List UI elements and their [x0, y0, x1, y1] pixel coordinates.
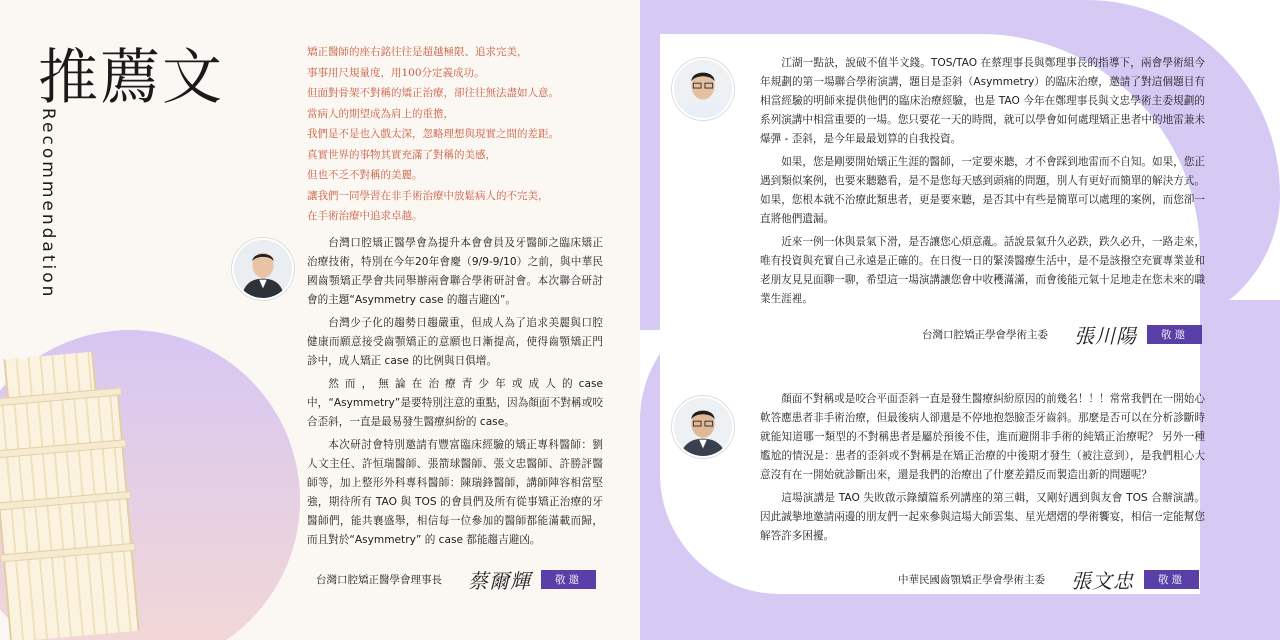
right-article-2	[760, 390, 1205, 550]
poem	[307, 42, 617, 227]
poem-line: 但面對骨架不對稱的矯正治療，卻往往無法盡如人意。	[307, 87, 559, 99]
page-title: 推薦文	[38, 43, 224, 113]
poem-line: 但也不乏不對稱的美麗。	[307, 169, 423, 181]
poem-line: 在手術治療中追求卓越。	[307, 210, 423, 222]
portrait-icon	[674, 60, 732, 118]
left-signature	[316, 565, 596, 594]
signature-name: 張川陽	[1074, 324, 1137, 348]
right-article-1	[760, 54, 1205, 313]
paragraph: 近來一例一休與景氣下滑，是否讓您心煩意亂。話說景氣升久必跌，跌久必升，一路走來，唯有投資與充實自己永遠是正確的。在日復一日的緊湊醫療生活中，是不是該撥空充實專業並和老朋友見見面聊一聊，希望這一場演講讓您會中收穫滿滿，而會後能元氣十足地走在您未來的職業生涯裡。	[760, 236, 1205, 305]
poem-line: 真實世界的事物其實充滿了對稱的美感，	[307, 148, 496, 161]
signature-badge: 敬邀	[1144, 570, 1199, 589]
poem-line: 讓我們一同學習在非手術治療中放鬆病人的不完美，	[307, 189, 549, 202]
signature-title: 中華民國齒顎矯正學會學術主委	[898, 574, 1045, 586]
author-photo	[672, 396, 734, 458]
poem-line: 當病人的期望成為肩上的重擔，	[307, 107, 454, 120]
paragraph: 如果，您是剛要開始矯正生涯的醫師，一定要來聽，才不會踩到地雷而不自知。如果，您正遇到類似案例，也要來聽聽看，是不是您每天感到頭痛的問題，別人有更好而簡單的解決方式。如果，您根本就不治療此類患者，更是要來聽，是否其中有些是簡單可以處理的案例，而您卻一直將他們遺漏。	[760, 156, 1205, 225]
portrait-icon	[674, 398, 732, 456]
signature-name: 張文忠	[1071, 569, 1134, 593]
paragraph: 江湖一點訣，說破不值半文錢。TOS/TAO 在蔡理事長與鄭理事長的指導下，兩會學術組今年規劃的第一場聯合學術演講，題目是歪斜（Asymmetry）的臨床治療，邀請了對這個題目有相當經驗的明師來提供他們的臨床治療經驗，也是 TAO 今年在鄭理事長與文忠學術主委規劃的系列演講中相當重要的一場。您只要花一天的時間，就可以學會如何處理矯正患者中的地雷兼未爆彈 - 歪斜，是今年最最划算的自我投資。	[760, 57, 1205, 145]
author-photo	[232, 238, 294, 300]
poem-line: 我們是不是也入戲太深，忽略理想與現實之間的差距。	[307, 128, 559, 140]
author-photo	[672, 58, 734, 120]
paragraph: 顏面不對稱或是咬合平面歪斜一直是發生醫療糾紛原因的前幾名！！！常常我們在一開始心軟答應患者非手術治療，但最後病人卻還是不停地抱怨臉歪牙齒斜。那麼是否可以在分析診斷時就能知道哪一類型的不對稱患者是屬於預後不佳，進而避開非手術的純矯正治療呢？ 另外一種尷尬的情況是：患者的歪斜或不對稱是在矯正治療的中後期才發生（被注意到），是我們粗心大意沒有在一開始就診斷出來，還是我們的治療出了什麼差錯反而製造出新的問題呢？	[760, 393, 1205, 481]
portrait-icon	[234, 240, 292, 298]
left-article	[307, 234, 603, 554]
paragraph: 然而，無論在治療青少年或成人的case中，“Asymmetry”是要特別注意的重點，因為顏面不對稱或咬合歪斜，一直是最易發生醫療糾紛的 case。	[307, 378, 603, 428]
signature-badge: 敬邀	[1147, 325, 1202, 344]
right-signature-2	[898, 565, 1199, 594]
signature-name: 蔡爾輝	[468, 569, 531, 593]
signature-title: 台灣口腔矯正醫學會理事長	[316, 574, 442, 586]
right-signature-1	[922, 320, 1202, 349]
signature-badge: 敬邀	[541, 570, 596, 589]
paragraph: 這場演講是 TAO 失敗啟示錄續篇系列講座的第三輯，又剛好遇到與友會 TOS 合辦演講。因此誠摯地邀請兩邊的朋友們一起來參與這場大師雲集、星光熠熠的學術饗宴，相信一定能幫您解答許多困擾。	[760, 492, 1205, 542]
poem-line: 事事用尺規量度，用100分定義成功。	[307, 66, 485, 79]
right-page	[640, 0, 1280, 640]
paragraph: 台灣口腔矯正醫學會為提升本會會員及牙醫師之臨床矯正治療技術，特別在今年20年會慶（9/9-9/10）之前，與中華民國齒顎矯正學會共同舉辦兩會聯合學術研討會。本次聯合研討會的主題“Asymmetry case 的趨吉避凶”。	[307, 237, 603, 306]
signature-title: 台灣口腔矯正學會學術主委	[922, 329, 1048, 341]
paragraph: 本次研討會特別邀請有豐富臨床經驗的矯正專科醫師：劉人文主任、許恒瑞醫師、張箭球醫師、張文忠醫師、許勝評醫師等，加上整形外科專科醫師：陳瑞鋒醫師，講師陣容相當堅強，期待所有 TAO 與 TOS 的會員們及所有從事矯正治療的牙醫師們，能共襄盛舉，相信每一位參加的醫師都能滿載而歸，而且對於“Asymmetry” 的 case 都能趨吉避凶。	[307, 439, 603, 546]
paragraph: 台灣少子化的趨勢日趨嚴重，但成人為了追求美麗與口腔健康而願意接受齒顎矯正的意願也日漸提高，使得齒顎矯正門診中，成人矯正 case 的比例與日俱增。	[307, 317, 603, 367]
page-subtitle: Recommendation	[38, 108, 58, 300]
poem-line: 矯正醫師的座右銘往往是超越極限、追求完美，	[307, 46, 528, 58]
